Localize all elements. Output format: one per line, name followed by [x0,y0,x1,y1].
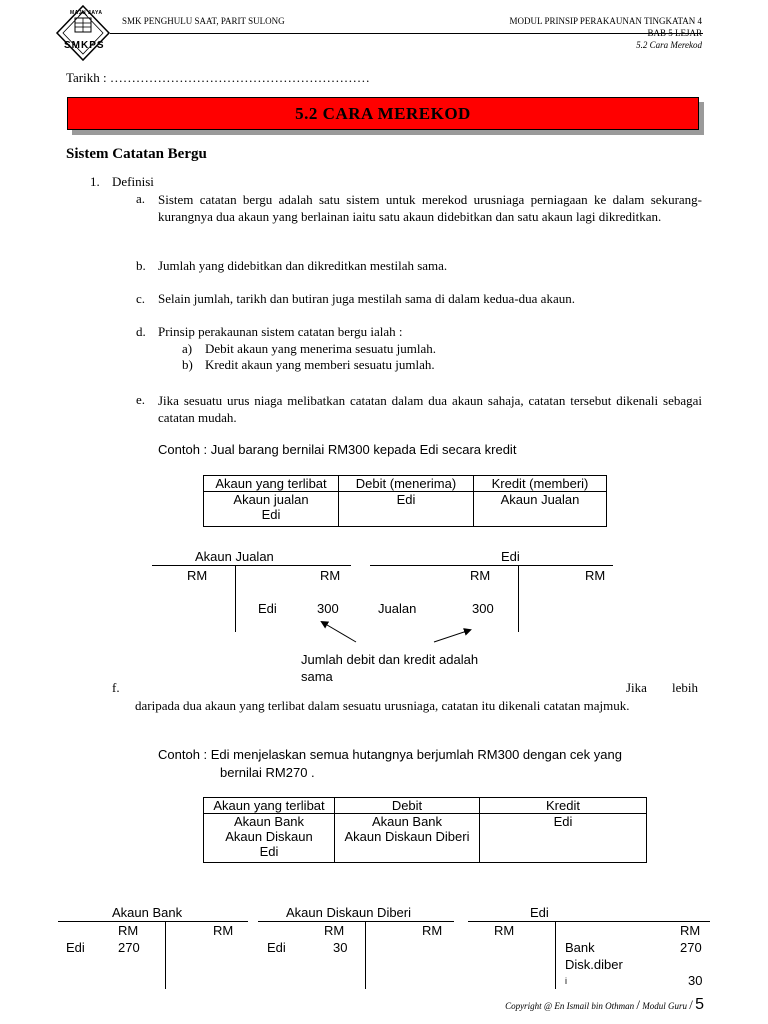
item-f-word-1: Jika [626,680,647,695]
school-logo [54,4,112,62]
ledger-edi2-entry1-name: Bank [565,940,595,955]
ledger-diskaun-divider [365,921,366,989]
ledger-edi2-rm-left: RM [494,923,515,938]
item-e-marker: e. [136,392,146,407]
footer-separator-1: / [636,997,640,1012]
item-b-text: Jumlah yang didebitkan dan dikreditkan mestilah sama. [158,258,448,273]
example2-account-3: Edi [259,844,279,859]
principle-a-marker: a) [182,341,193,356]
ledger-edi-rule [370,565,613,566]
ledger-diskaun-entry-name: Edi [267,940,286,955]
ledger-jualan-entry-amount: 300 [317,601,339,616]
example2-debit-1: Akaun Bank [371,814,443,829]
ledger-bank-title: Akaun Bank [112,905,183,920]
ledger-edi-divider [518,565,519,632]
subheading: Sistem Catatan Bergu [66,146,207,162]
ledger-bank-entry-amount: 270 [118,940,140,955]
note-line-1: Jumlah debit dan kredit adalah [301,652,479,667]
definition-number: 1. [90,174,100,189]
footer-copyright: Copyright @ En Ismail bin Othman [505,1001,635,1011]
section-label: 5.2 Cara Merekod [636,40,702,50]
example2-line-2: bernilai RM270 . [220,765,315,780]
logo-bottom-text: SMKPS [64,40,105,51]
item-a-marker: a. [136,191,146,206]
example2-debit-2: Akaun Diskaun Diberi [344,829,470,844]
ledger-edi2-rm-right: RM [680,923,701,938]
example1-credit-cell: Akaun Jualan [474,492,607,527]
ledger-jualan-title: Akaun Jualan [195,549,274,564]
example2-debit-cell [335,814,480,863]
item-c-marker: c. [136,291,146,306]
footer-role: Modul Guru [642,1001,687,1011]
item-d-text: Prinsip perakaunan sistem catatan bergu ialah : [158,324,403,339]
ledger-edi2-entry2-suffix: i [565,976,567,986]
ledger-diskaun-rule [258,921,454,922]
school-name: SMK PENGHULU SAAT, PARIT SULONG [122,16,285,26]
arrow-left [322,622,356,642]
principle-a-text: Debit akaun yang menerima sesuatu jumlah. [205,341,437,356]
logo-top-text: MAJU JAYA [70,10,103,16]
ledger-jualan-rm-left: RM [187,568,208,583]
item-f-word-2: lebih [672,680,698,695]
ledger-edi2-rule [468,921,710,922]
example2-accounts-cell [204,814,335,863]
example2-table [203,797,647,863]
ledger-diskaun-rm-left: RM [324,923,345,938]
example1-header-credit: Kredit (memberi) [474,476,607,492]
example1-account-1: Akaun jualan [233,492,309,507]
principle-b-marker: b) [182,357,193,372]
page-number: 5 [695,996,704,1013]
example2-account-1: Akaun Bank [233,814,305,829]
item-c-text: Selain jumlah, tarikh dan butiran juga mestilah sama di dalam kedua-dua akaun. [158,291,575,306]
example1-debit-cell: Edi [339,492,474,527]
page-title: 5.2 CARA MEREKOD [295,103,471,123]
item-a-text: Sistem catatan bergu adalah satu sistem untuk merekod urusniaga perniagaan ke dalam sekurang-kurangnya dua akaun yang berlainan iaitu satu akaun didebitkan dan satu akaun lagi dikreditkan. [158,192,702,224]
example2-account-2: Akaun Diskaun [225,829,313,844]
example2-line-1: Contoh : Edi menjelaskan semua hutangnya berjumlah RM300 dengan cek yang [158,747,622,762]
ledger-bank-divider [165,921,166,989]
example2-header-debit: Debit [335,798,480,814]
ledger-edi-rm-right: RM [585,568,606,583]
ledger-jualan-divider [235,565,236,632]
ledger-jualan-rm-right: RM [320,568,341,583]
example2-header-credit: Kredit [480,798,647,814]
note-line-2: sama [301,669,333,684]
ledger-jualan-entry-name: Edi [258,601,277,616]
principle-b-text: Kredit akaun yang memberi sesuatu jumlah. [205,357,435,372]
footer-separator-2: / [689,997,693,1012]
note-arrows [300,612,500,652]
ledger-edi2-divider [555,921,556,989]
example1-accounts-cell [204,492,339,527]
definition-label: Definisi [112,174,154,189]
date-line: Tarikh : …………………………………………………… [66,70,370,85]
example1-account-2: Edi [261,507,281,522]
example2-credit-cell: Edi [480,814,647,863]
example2-header-accounts: Akaun yang terlibat [204,798,335,814]
example1-text: Contoh : Jual barang bernilai RM300 kepada Edi secara kredit [158,442,517,457]
arrow-right [434,630,470,642]
item-e-text: Jika sesuatu urus niaga melibatkan catatan dalam dua akaun sahaja, catatan tersebut dikenali sebagai catatan mudah. [158,393,702,425]
ledger-edi-title: Edi [501,549,520,564]
example1-header-debit: Debit (menerima) [339,476,474,492]
ledger-bank-rm-left: RM [118,923,139,938]
chapter-label: BAB 5 LEJAR [647,28,702,38]
ledger-diskaun-title: Akaun Diskaun Diberi [286,905,412,920]
example1-header-accounts: Akaun yang terlibat [204,476,339,492]
ledger-diskaun-rm-right: RM [422,923,443,938]
item-b-marker: b. [136,258,146,273]
ledger-edi2-entry1-amount: 270 [680,940,702,955]
example1-table [203,475,607,527]
ledger-edi2-entry2-name: Disk.diber [565,957,623,972]
header-rule [110,33,703,34]
footer [505,996,704,1014]
item-d-marker: d. [136,324,146,339]
ledger-edi-entry-amount: 300 [472,601,494,616]
ledger-bank-rm-right: RM [213,923,234,938]
item-f-text: daripada dua akaun yang terlibat dalam sesuatu urusniaga, catatan itu dikenali catatan majmuk. [135,698,630,713]
ledger-bank-entry-name: Edi [66,940,85,955]
module-title: MODUL PRINSIP PERAKAUNAN TINGKATAN 4 [509,16,702,26]
title-banner [67,97,699,130]
item-f-marker: f. [112,680,120,695]
ledger-bank-rule [58,921,248,922]
ledger-jualan-rule [152,565,351,566]
ledger-edi2-title: Edi [530,905,549,920]
ledger-edi2-entry2-amount: 30 [688,973,703,988]
ledger-edi-rm-left: RM [470,568,491,583]
ledger-diskaun-entry-amount: 30 [333,940,348,955]
ledger-edi-entry-name: Jualan [378,601,417,616]
